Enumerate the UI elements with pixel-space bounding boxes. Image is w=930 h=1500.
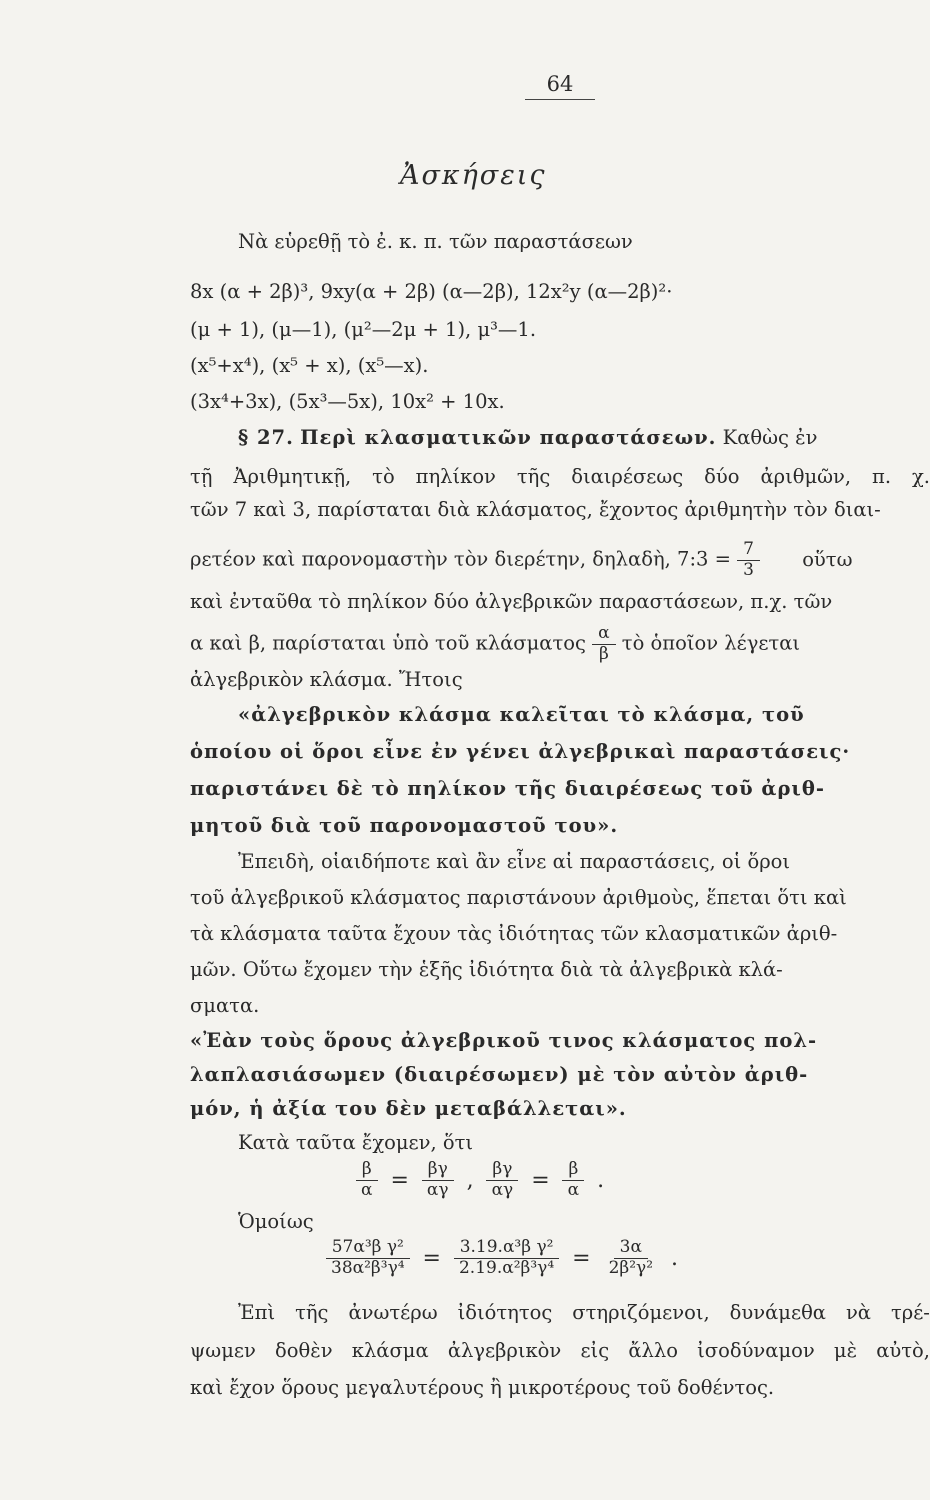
paragraph-line: Ἐπὶ τῆς ἀνωτέρω ἰδιότητος στηριζόμενοι, δυνάμεθα νὰ τρέ- bbox=[238, 1301, 930, 1324]
section-title: Περὶ κλασματικῶν παραστάσεων. bbox=[300, 426, 717, 449]
definition-line: μητοῦ διὰ τοῦ παρονομαστοῦ του». bbox=[190, 814, 619, 837]
fraction: $\frac{\text{3.19.α³β γ²}}{\text{2.19.α²β³γ⁴}}$ bbox=[453, 1238, 560, 1278]
paragraph-line: καὶ ἐνταῦθα τὸ πηλίκον δύο ἀλγεβρικῶν παραστάσεων, π.χ. τῶν bbox=[190, 590, 833, 613]
rule-line: λαπλασιάσωμεν (διαιρέσωμεν) μὲ τὸν αὐτὸν ἀριθ- bbox=[190, 1063, 809, 1086]
definition-line: «ἀλγεβρικὸν κλάσμα καλεῖται τὸ κλάσμα, τοῦ bbox=[238, 703, 805, 726]
definition-line: παριστάνει δὲ τὸ πηλίκον τῆς διαιρέσεως τοῦ ἀριθ- bbox=[190, 777, 825, 800]
rule-line: «Ἐὰν τοὺς ὅρους ἀλγεβρικοῦ τινος κλάσματος πολ- bbox=[190, 1029, 818, 1052]
paragraph-line: Ἐπειδὴ, οἱαιδήποτε καὶ ἂν εἶνε αἱ παραστάσεις, οἱ ὅροι bbox=[238, 850, 791, 873]
rule-line: μόν, ἡ ἀξία του δὲν μεταβάλλεται». bbox=[190, 1097, 627, 1120]
exercise-line: 8x (α + 2β)³, 9xy(α + 2β) (α—2β), 12x²y (α—2β)²· bbox=[190, 280, 673, 303]
definition-line: ὁποίου οἱ ὅροι εἶνε ἐν γένει ἀλγεβρικαὶ παραστάσεις· bbox=[190, 740, 851, 763]
fraction: $\frac{\beta\gamma}{\alpha\gamma}$ bbox=[486, 1160, 520, 1200]
paragraph-line: τῇ Ἀριθμητικῇ, τὸ πηλίκον τῆς διαιρέσεως δύο ἀριθμῶν, π. χ. bbox=[190, 465, 930, 488]
paragraph-line: Ὁμοίως bbox=[238, 1210, 314, 1233]
fraction: $\frac{\beta}{\alpha}$ bbox=[355, 1160, 378, 1200]
equation-simplification: $\frac{\text{57α³β γ²}}{\text{38α²β³γ⁴}}$ = $\frac{\text{3.19.α³β γ²}}{\text{2.19.α²β³γ⁴}}$ = $\frac{3\alpha}{\text{2β²γ²}}$ . bbox=[325, 1238, 678, 1278]
exercise-line: (μ + 1), (μ—1), (μ²—2μ + 1), μ³—1. bbox=[190, 318, 537, 341]
section-number: § 27. bbox=[238, 426, 294, 449]
paragraph-line: μῶν. Οὕτω ἔχομεν τὴν ἑξῆς ἰδιότητα διὰ τὰ ἀλγεβρικὰ κλά- bbox=[190, 958, 783, 981]
fraction: $\frac{\text{57α³β γ²}}{\text{38α²β³γ⁴}}$ bbox=[325, 1238, 411, 1278]
paragraph-line: Κατὰ ταῦτα ἔχομεν, ὅτι bbox=[238, 1131, 474, 1154]
fraction-alpha-beta: $\frac{\alpha}{\beta}$ bbox=[592, 624, 615, 664]
paragraph-line: τὰ κλάσματα ταῦτα ἔχουν τὰς ἰδιότητας τῶν κλασματικῶν ἀριθ- bbox=[190, 922, 838, 945]
section-continuation: Καθὼς ἐν bbox=[722, 426, 818, 449]
fraction: $\frac{\beta\gamma}{\alpha\gamma}$ bbox=[421, 1160, 455, 1200]
exercise-line: (x⁵+x⁴), (x⁵ + x), (x⁵—x). bbox=[190, 354, 429, 377]
paragraph-line: ἀλγεβρικὸν κλάσμα. Ἤτοις bbox=[190, 668, 463, 691]
equation-beta-over-alpha: $\frac{\beta}{\alpha}$ = $\frac{\beta\gamma}{\alpha\gamma}$ , $\frac{\beta\gamma}{\alpha\gamma}$ = $\frac{\beta}{\alpha}$ . bbox=[355, 1160, 604, 1200]
page-number-rule bbox=[525, 99, 595, 100]
fraction: $\frac{\beta}{\alpha}$ bbox=[562, 1160, 585, 1200]
paragraph-line: ρετέον καὶ παρονομαστὴν τὸν διερέτην, δηλαδὴ, 7:3 = $\frac{7}{3}$ οὕτω bbox=[190, 539, 853, 580]
paragraph-line: ψωμεν δοθὲν κλάσμα ἀλγεβρικὸν εἰς ἄλλο ἰσοδύναμον μὲ αὐτὸ, bbox=[190, 1339, 930, 1362]
paragraph-line: τῶν 7 καὶ 3, παρίσταται διὰ κλάσματος, ἔχοντος ἀριθμητὴν τὸν διαι- bbox=[190, 498, 881, 521]
paragraph-line: σματα. bbox=[190, 994, 260, 1017]
exercise-line: (3x⁴+3x), (5x³—5x), 10x² + 10x. bbox=[190, 390, 505, 413]
section-heading-line bbox=[238, 428, 818, 448]
paragraph-line: α καὶ β, παρίσταται ὑπὸ τοῦ κλάσματος $\frac{\alpha}{\beta}$ τὸ ὁποῖον λέγεται bbox=[190, 623, 801, 664]
fraction-seven-thirds: $\frac{7}{3}$ bbox=[737, 540, 760, 580]
exercise-intro: Νὰ εὑρεθῇ τὸ ἐ. κ. π. τῶν παραστάσεων bbox=[238, 230, 633, 253]
page-number: 64 bbox=[546, 72, 574, 96]
paragraph-line: τοῦ ἀλγεβρικοῦ κλάσματος παριστάνουν ἀριθμοὺς, ἕπεται ὅτι καὶ bbox=[190, 886, 847, 909]
paragraph-line: καὶ ἔχον ὅρους μεγαλυτέρους ἢ μικροτέρους τοῦ δοθέντος. bbox=[190, 1376, 775, 1399]
fraction: $\frac{3\alpha}{\text{2β²γ²}}$ bbox=[608, 1237, 654, 1278]
exercises-heading: Ἀσκήσεις bbox=[400, 160, 547, 191]
